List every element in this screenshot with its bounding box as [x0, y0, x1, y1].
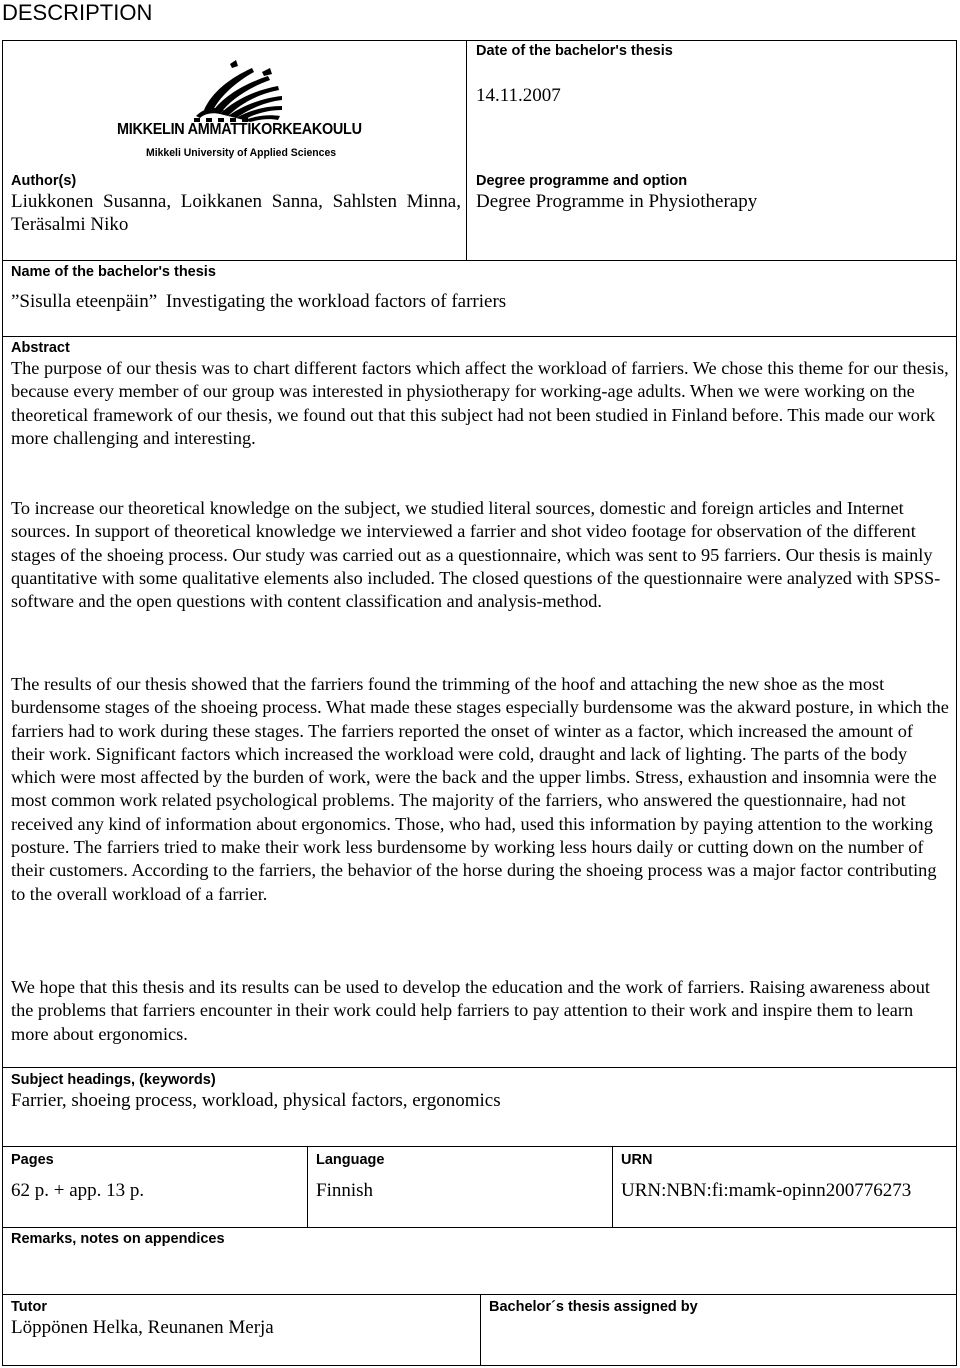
divider	[2, 1067, 957, 1068]
divider	[612, 1146, 613, 1227]
logo-subname: Mikkeli University of Applied Sciences	[146, 147, 337, 159]
authors-value: Liukkonen Susanna, Loikkanen Sanna, Sahlsten Minna, Teräsalmi Niko	[11, 191, 461, 235]
date-label: Date of the bachelor's thesis	[476, 43, 673, 59]
logo-name: MIKKELIN AMMATTIKORKEAKOULU	[117, 121, 362, 138]
tutor-value: Löppönen Helka, Reunanen Merja	[11, 1317, 274, 1338]
abstract-paragraph: To increase our theoretical knowledge on the subject, we studied literal sources, domestic and foreign articles and Internet sources. In support of theoretical knowledge we interviewed a farrier and shot video footage for observation of the different stages of the shoeing process. Our study was carried out as a questionnaire, which was sent to 95 farriers. Our thesis is mainly quantitative with some qualitative elements also included. The closed questions of the questionnaire were analyzed with SPSS-software and the open questions with content classification and analysis-method.	[11, 498, 941, 612]
abstract-paragraph: We hope that this thesis and its results can be used to develop the education and the work of farriers. Raising awareness about the problems that farriers encounter in their work could help farriers to pay attention to their work and inspire them to learn more about ergonomics.	[11, 977, 930, 1044]
keywords-value: Farrier, shoeing process, workload, physical factors, ergonomics	[11, 1090, 501, 1111]
language-value: Finnish	[316, 1180, 374, 1201]
language-label: Language	[316, 1152, 385, 1168]
keywords-label: Subject headings, (keywords)	[11, 1072, 216, 1088]
remarks-label: Remarks, notes on appendices	[11, 1231, 225, 1247]
thesis-title: ”Sisulla eteenpäin”	[11, 291, 158, 312]
page-heading: DESCRIPTION	[2, 0, 153, 25]
abstract-paragraph: The purpose of our thesis was to chart different factors which affect the workload of farriers. We chose this theme for our thesis, because every member of our group was interested in physiotherapy for working-age adults. When we were working on the theoretical framework of our thesis, we found out that this subject had not been studied in Finland before. This made our work more challenging and interesting.	[11, 358, 949, 448]
pages-label: Pages	[11, 1152, 54, 1168]
pages-value: 62 p. + app. 13 p.	[11, 1180, 145, 1201]
authors-label: Author(s)	[11, 173, 77, 189]
divider	[2, 336, 957, 337]
divider	[2, 1227, 957, 1228]
abstract-paragraph: The results of our thesis showed that the farriers found the trimming of the hoof and attaching the new shoe as the most burdensome stages of the shoeing process. What made these stages especially burdensome was the akward posture, in which the farriers had to work during these stages. The farriers reported the onset of winter as a factor, which increased the amount of their work. Significant factors which increased the workload were cold, draught and lack of lighting. The parts of the body which were most affected by the burden of work, were the back and the upper limbs. Stress, exhaustion and insomnia were the most common work related psychological problems. The majority of the farriers, who answered the questionnaire, had not received any kind of information about ergonomics. Those, who had, used this information by paying attention to the working posture. The farriers tried to make their work less burdensome by working less hours daily or cutting down on the number of their customers. According to the farriers, the behavior of the horse during the shoeing process was a major factor contributing to the overall workload of a farrier.	[11, 674, 949, 904]
divider	[2, 1146, 957, 1147]
assigned-label: Bachelor´s thesis assigned by	[489, 1299, 698, 1315]
urn-label: URN	[621, 1152, 653, 1168]
thesis-name-value	[11, 290, 506, 313]
thesis-name-label: Name of the bachelor's thesis	[11, 264, 216, 280]
divider	[2, 260, 957, 261]
divider	[466, 40, 467, 261]
urn-value: URN:NBN:fi:mamk-opinn200776273	[621, 1180, 912, 1201]
date-value: 14.11.2007	[476, 85, 561, 106]
thesis-subtitle: Investigating the workload factors of farriers	[165, 291, 507, 312]
divider	[480, 1294, 481, 1366]
divider	[307, 1146, 308, 1227]
degree-value: Degree Programme in Physiotherapy	[476, 191, 758, 212]
degree-label: Degree programme and option	[476, 173, 688, 189]
tutor-label: Tutor	[11, 1299, 47, 1315]
abstract-label: Abstract	[11, 340, 70, 356]
